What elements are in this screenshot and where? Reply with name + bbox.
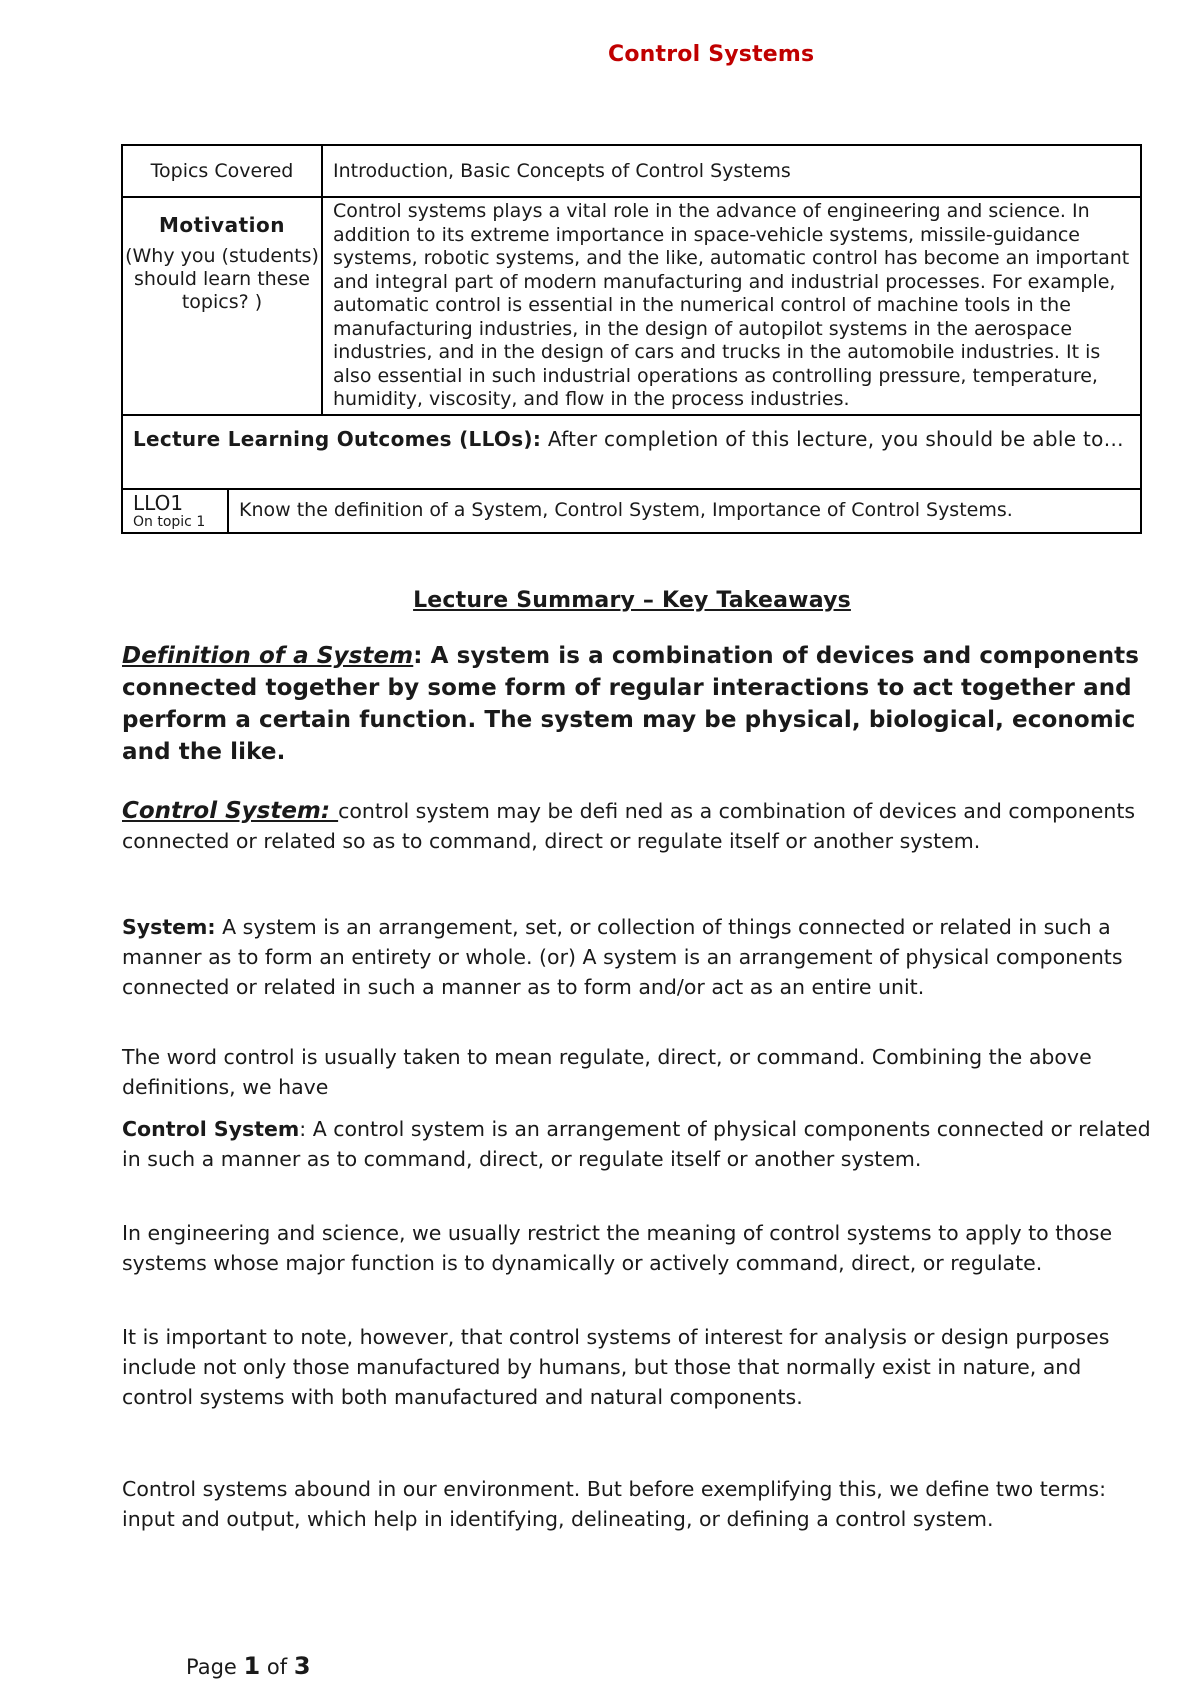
- topics-value: Introduction, Basic Concepts of Control Systems: [322, 145, 1141, 197]
- topics-row: [122, 145, 1141, 197]
- control-system-definition: [122, 796, 1152, 856]
- lecture-info-table: [121, 144, 1142, 534]
- llo1-code: LLO1: [133, 490, 184, 515]
- motivation-subtitle: (Why you (students) should learn these topics? ): [125, 245, 319, 313]
- llo-heading-rest: After completion of this lecture, you should be able to…: [541, 426, 1124, 451]
- definition-of-system-term: Definition of a System: [122, 643, 414, 669]
- llo1-table: [123, 490, 1140, 532]
- page-total: 3: [293, 1652, 311, 1680]
- topics-label: Topics Covered: [122, 145, 322, 197]
- motivation-title: Motivation: [159, 213, 285, 237]
- system-lead: System:: [122, 915, 216, 939]
- control-system-text: control system may be defi ned as a combination of devices and components connected or related so as to command, direct or regulate itself or another system.: [122, 799, 1136, 853]
- llo1-row: [122, 489, 1141, 533]
- definition-of-system: [122, 640, 1152, 768]
- page-word: Page: [186, 1655, 244, 1679]
- motivation-label-cell: [122, 197, 322, 415]
- motivation-text: Control systems plays a vital role in the advance of engineering and science. In addition to its extreme importance in space-vehicle systems, missile-guidance systems, robotic systems, and the like, automatic control has become an important and integral part of modern manufacturing and industrial processes. For example, automatic control is essential in the numerical control of machine tools in the manufacturing industries, in the design of autopilot systems in the aerospace industries, and in the design of cars and trucks in the automobile industries. It is also essential in such industrial operations as controlling pressure, temperature, humidity, viscosity, and flow in the process industries.: [322, 197, 1141, 415]
- summary-heading: Lecture Summary – Key Takeaways: [413, 588, 851, 613]
- llo-heading-row: [122, 415, 1141, 489]
- llo-heading: [122, 415, 1141, 489]
- motivation-row: [122, 197, 1141, 415]
- control-word-paragraph: The word control is usually taken to mean regulate, direct, or command. Combining the above definitions, we have: [122, 1045, 1092, 1099]
- engineering-paragraph: In engineering and science, we usually restrict the meaning of control systems to apply to those systems whose major function is to dynamically or actively command, direct, or regulate.: [122, 1221, 1113, 1275]
- llo1-id-cell: [123, 490, 228, 532]
- control-system-term: Control System:: [122, 798, 339, 824]
- page-number-footer: [186, 1652, 311, 1680]
- llo1-topic: On topic 1: [133, 513, 206, 530]
- document-title: Control Systems: [608, 42, 815, 67]
- control-system-lead: Control System: [122, 1117, 300, 1141]
- environment-paragraph: Control systems abound in our environment. But before exemplifying this, we define two terms: input and output, which help in identifying, delineating, or defining a control system.: [122, 1477, 1107, 1531]
- llo-heading-bold: Lecture Learning Outcomes (LLOs):: [133, 426, 542, 451]
- nature-paragraph: It is important to note, however, that control systems of interest for analysis or design purposes include not only those manufactured by humans, but those that normally exist in nature, and control systems with both manufactured and natural components.: [122, 1325, 1110, 1409]
- system-paragraph: [122, 912, 1152, 1002]
- llo1-text: Know the definition of a System, Control System, Importance of Control Systems.: [239, 499, 1013, 521]
- control-system-paragraph-text: : A control system is an arrangement of physical components connected or related in such a manner as to command, direct, or regulate itself or another system.: [122, 1117, 1151, 1171]
- page-current: 1: [243, 1652, 261, 1680]
- system-paragraph-text: A system is an arrangement, set, or collection of things connected or related in such a manner as to form an entirety or whole. (or) A system is an arrangement of physical components connected or related in such a manner as to form and/or act as an entire unit.: [122, 915, 1123, 999]
- of-word: of: [260, 1655, 294, 1679]
- definition-of-system-text: : A system is a combination of devices and components connected together by some form of regular interactions to act together and perform a certain function. The system may be physical, biological, economic and the like.: [122, 643, 1140, 765]
- control-system-paragraph: [122, 1114, 1152, 1174]
